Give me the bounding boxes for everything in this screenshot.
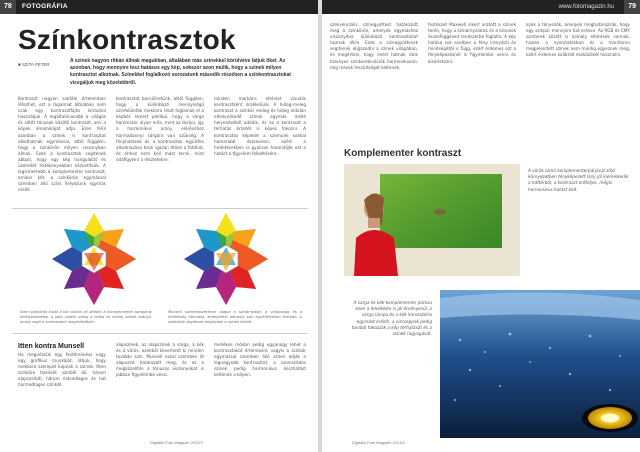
body-column-1: Kontraszt nagyon sokféle értelemben létezhet, ezt a fogalmat általában nem csak egy kontrasztfajta leírására használjuk. A legáltalánosabb a világos és sötét tónusok közötti kontraszt, ami a képek dinamikáját adja. Ezen felül azonban a színek is kontrasztot alkothatnak egymással, attól függően, hogy a színkörön milyen viszonyban állnak. Ezek a kontrasztok segítenek abban, hogy egy kép hangulatát és üzenetét hatékonyabban közvetítsük. A legismertebb a komplementer kontraszt, amikor két, a színkörön egymással szemben álló színt helyezünk egymás mellé. [18, 96, 106, 193]
left-page-number: 78 [0, 0, 16, 14]
color-wheels-graphic [12, 209, 308, 309]
munsell-color-wheel [184, 213, 268, 305]
article-title: Színkontrasztok [18, 24, 236, 55]
right-page [322, 0, 640, 452]
right-page-number: 79 [624, 0, 640, 14]
lead-paragraph: A színek nagyon ritkán állnak magukban, általában más színekkel körülvéve látjuk őket. Az azonban, hogy mennyire lesz hatásos egy kép, sokszor azon múlik, hogy a színek milyen kontrasztot alkotnak. Színekkel foglalkozó sorozatunk második részében a színkontrasztokat vizsgáljuk meg közelebbről. [70, 58, 291, 86]
figure-caption-right: Munsell színrendszerének alapja a színárnyalat, a világosság és a telítettség hármasa, amelyekkel bármely szín egyértelműen leírható. A színkörök segítenek eligazodni a színek között. [168, 310, 302, 325]
byline: ■ SZITA PÉTER [18, 62, 50, 67]
caption-car-photo: A sárga és kék komplementer párosa ezen a felvételen is jól érvényesül, a sárga lámpa és a kék karosszéria egymást erősíti, a vízcseppek pedig tovább fokozzák a kép térhatását és a színek ragyogását. [351, 300, 432, 337]
body-column-6: mellékes módon pedig ugyanúgy lehet a kontrasztokat értelmezni, vagyis a színkör egymással szemben álló színei adják a legnagyobb kontrasztot, a szomszédos színek pedig harmonikus összhatást keltenek a képen. [214, 342, 306, 378]
caption-girl-photo: A vörös színű komplementerpárjával zöld környezetben fényképezett lány jól kiemelkedik a háttérből, a kontraszt erőteljes, mégis harmonikus hatást kelt. [528, 168, 629, 192]
body-column-2: kontrasztot becsülhetünk, attól függően, hogy a különböző mennyiségű színfelületek mekkora részt foglalnak el a képből. Ismert például, hogy a sárga háromszor olyan erős, mint az ibolya, így a harmonikus arány eléréséhez harmadannyi sárgára van szükség. A fényhatások és a kontrasztok együttes alkalmazása teszi igazán élővé a fotókat, és ehhez nem kell mást tenni, mint odafigyelni a részletekre. [116, 96, 204, 162]
right-body-column-2: festészet Maxwell sikert aratott a színek terén, hogy a színárnyalatok és a tónusok összefüggéseit rendszerbe foglalta. A kép hatása sok esetben a fény irányától és minőségétől is függ, ezért érdemes ezt a fényképezésnél is figyelembe venni és kísérletezni. [428, 22, 516, 64]
left-footer: Digitális Fotó Magazin 2013/3 [150, 440, 203, 445]
subhead-itten-munsell: Itten kontra Munsell [18, 343, 85, 350]
blue-car-photo [440, 290, 640, 438]
section-label: FOTOGRÁFIA [22, 3, 68, 10]
girl-photo-graphic [344, 164, 520, 276]
right-body-column-1: szekvenciális színegyüttest határozott meg a színkörön, amelyek egymáshoz viszonyítva különböző kontrasztokat hoznak létre. Ezek a színegyüttesek segítenek eligazodni a színek világában, és megérteni, hogy miért hatnak ránk bizonyos színkombinációk harmonikusan, míg mások feszültséget keltenek. [330, 22, 418, 70]
color-wheel-figure [12, 208, 308, 334]
itten-color-wheel [52, 213, 136, 305]
figure-caption-left: Ezen színkörök közül a bal oldalin jól látható a komplementer színpárok elhelyezkedése, a jobb oldalin pedig a hideg és meleg színek aránya, amely segít a kontrasztok megértésében. [20, 310, 152, 325]
website-url: www.fotomagazin.hu [558, 4, 614, 10]
right-body-column-3: azok a tényezők, amelyek meghatározzák, hogy egy színpár mennyire hat erősen. Az RGB és CMY színterek között is komoly eltérések vannak, hiszen a nyomtatásban és a monitoron megjelenített színek nem mindig egyeznek meg, ezért érdemes kalibrált eszközöket használni. [526, 22, 630, 58]
body-column-4: Ha megnézzük egy festőművész vagy egy grafikus munkáját, látjuk, hogy mekkora szerepet kapnak a színek. Itten színköre tizenkét színből áll, három alapszínből, három másodlagos és hat harmadlagos színből. [18, 352, 106, 388]
body-column-3: minden markáns eltérést vizuális kontrasztként érzékelünk. A hideg-meleg kontraszt a színkör meleg és hideg oldalán elhelyezkedő színek egymás mellé helyezéséből adódik, és ez a kontraszt a térhatás érzetét is képes fokozni. A kontrasztos képeket a szemünk sokkal hamarabb észreveszi, ezért a hirdetésekben is gyakran használják ezt a hatást a figyelem felkeltésére. [214, 96, 306, 156]
left-page-header [0, 0, 318, 14]
girl-red-dress-photo [344, 164, 520, 276]
body-column-5: alapszínek, az alapszínek a sárga, a kék és a vörös, ezekből keverhető ki minden további szín. Munsell ezzel szemben öt alapszínt határozott meg, és ez a megközelítés a tónusos viszonyokat is jobban figyelembe veszi. [116, 342, 204, 378]
car-photo-graphic [440, 290, 640, 438]
right-page-header [322, 0, 640, 14]
subhead-complementary: Komplementer kontraszt [344, 148, 462, 159]
right-footer: Digitális Fotó Magazin 2013/3 [352, 440, 405, 445]
left-page [0, 0, 318, 452]
